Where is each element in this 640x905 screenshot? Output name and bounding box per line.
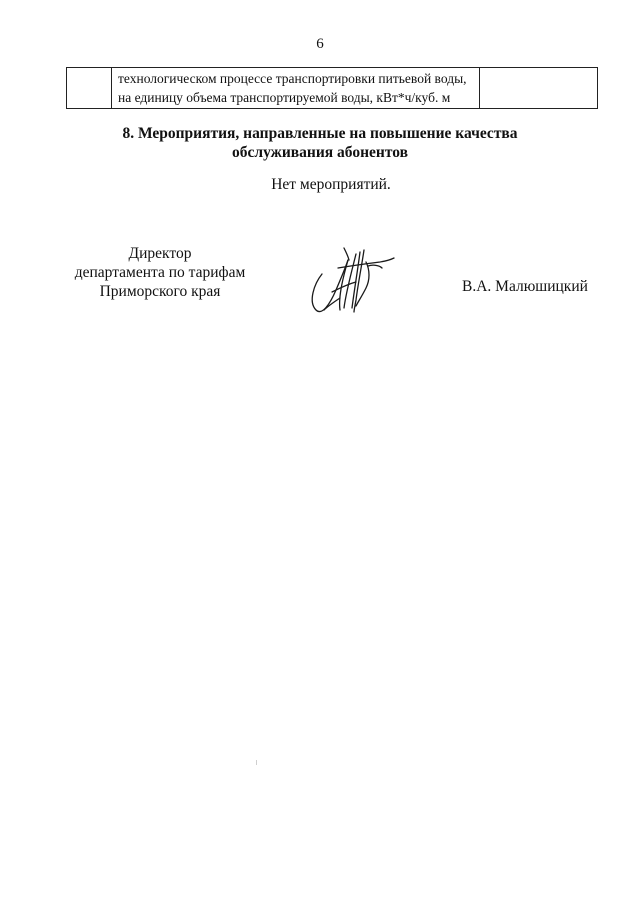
description-line: на единицу объема транспортируемой воды, кВт*ч/куб. м [118, 90, 451, 105]
signer-name: В.А. Малюшицкий [462, 278, 588, 295]
page-number: 6 [316, 36, 324, 52]
scan-artifact [256, 760, 257, 765]
section-heading-line: 8. Мероприятия, направленные на повышение качества [122, 125, 518, 142]
section-heading [0, 124, 640, 162]
table-cell-description [112, 68, 480, 109]
description-line: технологическом процессе транспортировки питьевой воды, [118, 71, 467, 86]
continued-table [66, 67, 598, 109]
table-row [67, 68, 598, 109]
signer-title [60, 244, 260, 301]
signer-title-line: Директор [128, 245, 192, 262]
signature-icon [300, 244, 400, 320]
signer-title-line: департамента по тарифам [74, 264, 246, 281]
section-body-text: Нет мероприятий. [271, 176, 391, 193]
signer-title-line: Приморского края [99, 283, 221, 300]
table-cell-value [480, 68, 598, 109]
table-cell-number [67, 68, 112, 109]
section-heading-line: обслуживания абонентов [232, 144, 408, 161]
signature-graphic [300, 244, 400, 320]
